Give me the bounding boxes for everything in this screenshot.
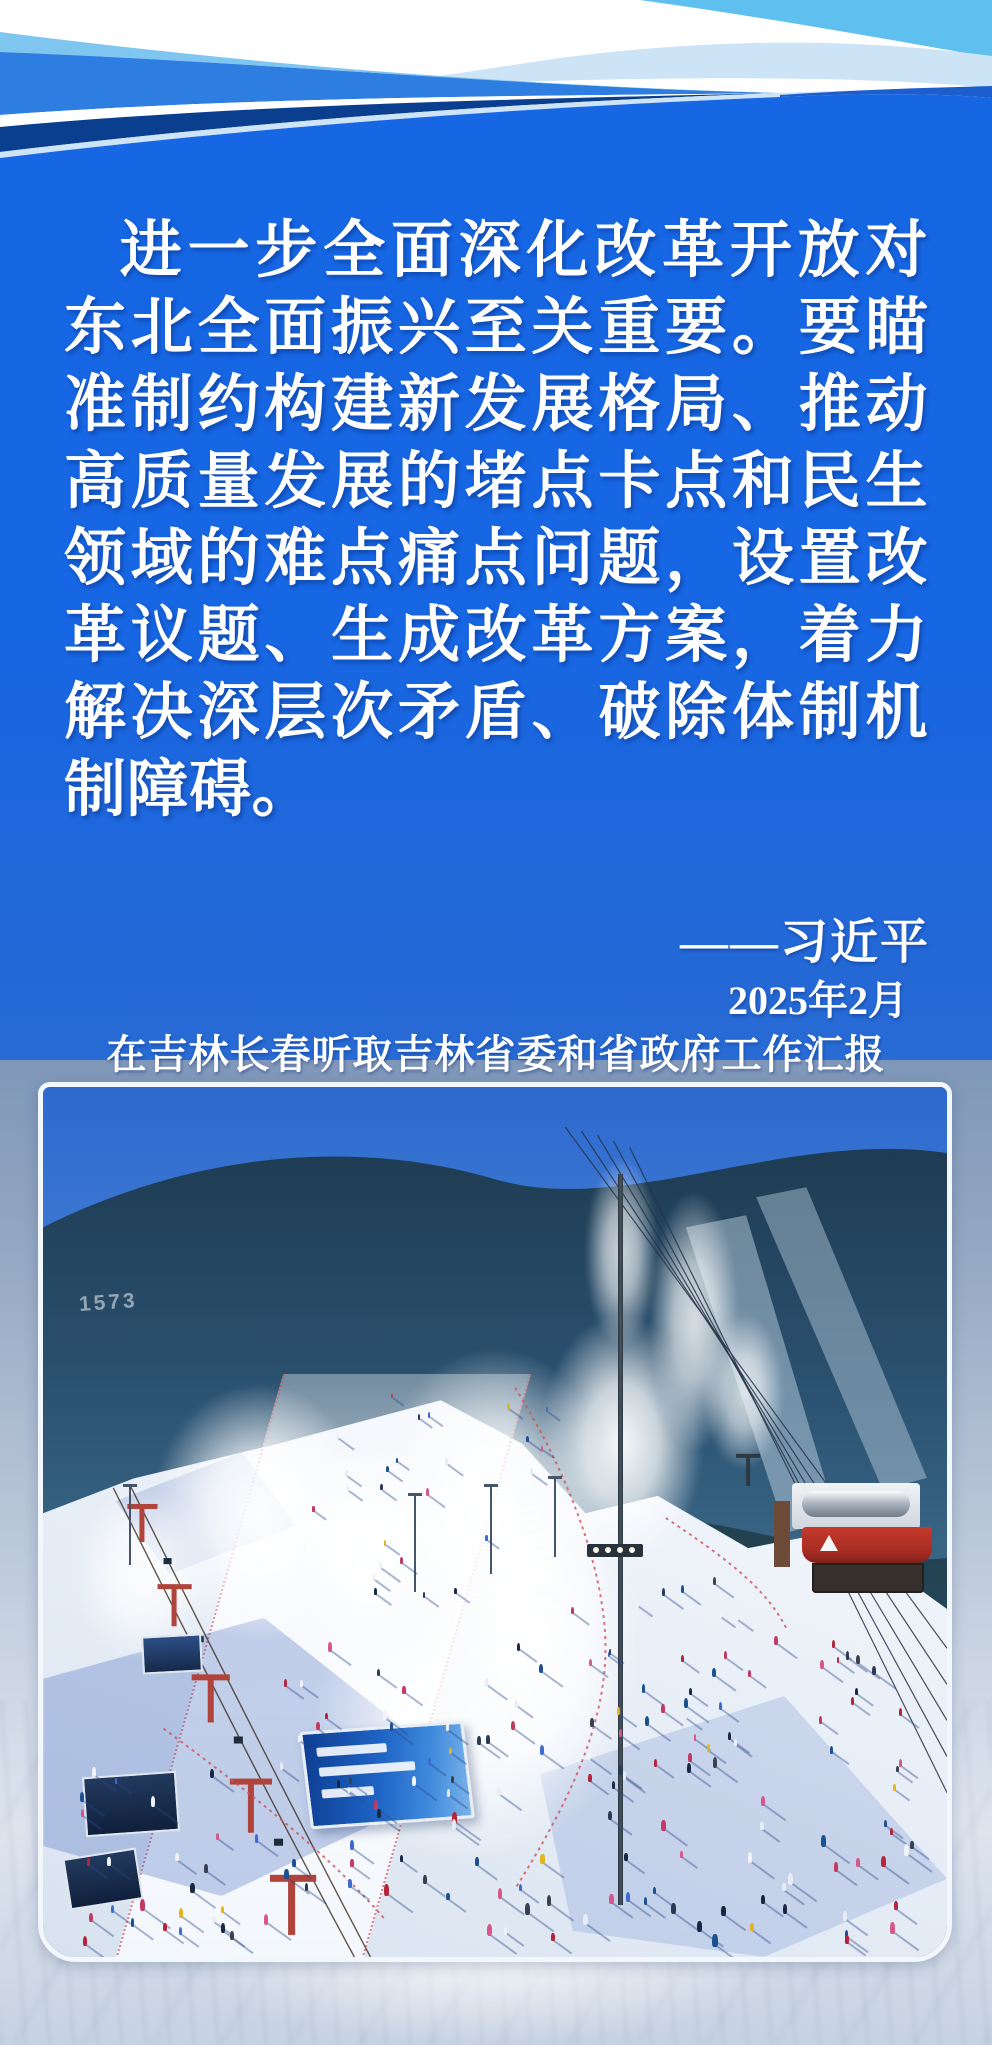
skier-dot — [377, 1809, 381, 1818]
header-wave-decoration — [0, 0, 992, 175]
skier-dot — [760, 1822, 763, 1830]
skier-dot — [837, 1657, 840, 1664]
attribution-date: 2025年2月 — [728, 978, 908, 1023]
skier-dot — [131, 1918, 135, 1927]
skier-dot — [697, 1921, 702, 1932]
skier-dot — [688, 1753, 692, 1762]
skier-dot — [379, 1561, 383, 1569]
skier-dot — [609, 1649, 611, 1655]
skier-dot — [661, 1704, 665, 1713]
skier-dot — [845, 1935, 848, 1943]
skier-dot — [546, 1407, 548, 1412]
skier-dot — [305, 1883, 309, 1892]
skier-dot — [511, 1721, 515, 1731]
skier-dot — [221, 1923, 225, 1933]
skier-dot — [446, 1723, 450, 1732]
skier-dot — [713, 1757, 717, 1767]
skier-dot — [680, 1851, 683, 1858]
skier-dot — [788, 1873, 793, 1885]
skier-dot — [210, 1769, 214, 1779]
skier-dot — [477, 1736, 481, 1745]
skier-dot — [412, 1776, 416, 1786]
skier-dot — [684, 1712, 687, 1719]
skier-dot — [654, 1759, 657, 1767]
skier-dot — [190, 1883, 194, 1893]
skier-dot — [348, 1879, 352, 1888]
skier-dot — [140, 1899, 145, 1911]
skier-dot — [396, 1458, 398, 1463]
skier-dot — [881, 1856, 886, 1867]
attribution-occasion: 在吉林长春听取吉林省委和省政府工作汇报 — [106, 1032, 886, 1077]
skier-dot — [618, 1765, 622, 1774]
skier-dot — [454, 1588, 457, 1594]
skier-dot — [380, 1484, 383, 1490]
skier-dot — [504, 1927, 507, 1935]
skier-dot — [820, 1660, 824, 1669]
skier-dot — [451, 1776, 454, 1783]
skier-dot — [447, 1789, 450, 1797]
skier-dot — [212, 1916, 215, 1923]
skier-dot — [712, 1934, 717, 1947]
skier-dot — [92, 1767, 96, 1777]
skier-dot — [612, 1781, 616, 1789]
skier-dot — [515, 1700, 518, 1707]
skier-dot — [325, 1713, 328, 1719]
skier-dot — [748, 1670, 751, 1677]
skier-dot — [689, 1688, 692, 1695]
skier-dot — [163, 1923, 166, 1931]
skier-dot — [400, 1557, 403, 1564]
skier-dot — [681, 1585, 684, 1593]
skier-dot — [452, 1819, 457, 1830]
skier-dot — [204, 1864, 208, 1872]
skier-dot — [712, 1668, 716, 1677]
skier-dot — [377, 1669, 380, 1677]
skier-dot — [856, 1655, 860, 1665]
skier-dot — [418, 1414, 420, 1419]
skier-dot — [624, 1853, 628, 1861]
skier-dot — [893, 1784, 896, 1790]
skier-dot — [617, 1707, 620, 1715]
skier-dot — [843, 1911, 847, 1921]
skier-dot — [619, 1729, 622, 1737]
skier-dot — [507, 1403, 510, 1409]
skier-dot — [851, 1697, 854, 1705]
skier-dot — [539, 1664, 543, 1674]
skier-dot — [485, 1535, 487, 1540]
skier-dot — [374, 1588, 377, 1595]
skier-dot — [662, 1588, 666, 1596]
skier-dot — [609, 1894, 613, 1904]
skier-dot — [547, 1895, 552, 1906]
skier-dot — [230, 1931, 234, 1940]
skier-dot — [383, 1710, 387, 1720]
skier-dot — [684, 1698, 688, 1708]
skier-dot — [899, 1759, 902, 1767]
skier-dot — [653, 1887, 656, 1895]
skier-dot — [221, 1906, 224, 1913]
skier-dot — [80, 1792, 84, 1802]
skier-dot — [750, 1923, 753, 1931]
skier-dot — [328, 1642, 332, 1651]
skier-dot — [890, 1922, 895, 1934]
skier-dot — [390, 1722, 394, 1731]
skier-dot — [694, 1734, 697, 1740]
skier-dot — [83, 1936, 87, 1946]
skier-dot — [821, 1835, 826, 1847]
skier-dot — [386, 1466, 389, 1472]
skier-dot — [830, 1746, 833, 1754]
skier-dot — [336, 1432, 339, 1439]
skier-dot — [349, 1777, 352, 1784]
skier-dot — [724, 1651, 727, 1659]
skier-dot — [588, 1774, 591, 1782]
attribution-author: ——习近平 — [679, 916, 930, 969]
skier-dot — [374, 1800, 378, 1809]
skier-dot — [846, 1651, 850, 1660]
skier-dot — [316, 1722, 320, 1731]
skier-dot — [519, 1884, 522, 1892]
skier-dot — [216, 1833, 219, 1840]
skier-dot — [428, 1758, 431, 1765]
skier-dot — [661, 1820, 665, 1831]
skier-dot — [832, 1640, 835, 1648]
skier-dot — [337, 1780, 340, 1788]
skier-dot — [589, 1659, 592, 1666]
skier-dot — [449, 1748, 452, 1755]
skier-dot — [728, 1732, 732, 1740]
skier-dot — [373, 1574, 376, 1581]
skier-dot — [292, 1859, 295, 1867]
skier-dot — [899, 1708, 902, 1716]
skier-dot — [540, 1854, 544, 1864]
skier-dot — [687, 1763, 691, 1773]
skier-dot — [783, 1904, 787, 1914]
skier-dot — [671, 1903, 676, 1914]
skier-dot — [384, 1540, 387, 1546]
skier-dot — [179, 1908, 183, 1918]
skier-dot — [734, 1739, 737, 1746]
skier-dot — [761, 1796, 765, 1806]
skier-dot — [884, 1820, 887, 1827]
skier-dot — [525, 1903, 530, 1915]
skier-dot — [590, 1718, 594, 1727]
skier-dot — [540, 1745, 544, 1755]
skier-dot — [345, 1470, 348, 1476]
skier-dot — [736, 1614, 739, 1621]
skier-dot — [774, 1636, 778, 1645]
skier-dot — [426, 1488, 429, 1496]
skier-dot — [498, 1888, 503, 1899]
skier-dot — [636, 1601, 639, 1608]
skier-dot — [445, 1458, 448, 1465]
skier-dot — [87, 1858, 91, 1867]
photo-art — [43, 1087, 947, 1957]
skier-dot — [475, 1857, 479, 1866]
skier-dot — [81, 1809, 84, 1817]
skier-dot — [402, 1686, 405, 1694]
skier-dot — [384, 1884, 389, 1896]
skier-dot — [608, 1811, 612, 1820]
skier-dot — [910, 1841, 913, 1848]
skier-dot — [644, 1897, 648, 1906]
skier-dot — [497, 1787, 501, 1797]
skier-dot — [645, 1716, 649, 1726]
skier-dot — [446, 1893, 449, 1901]
skier-dot — [894, 1901, 898, 1910]
skier-dot — [721, 1906, 725, 1916]
skier-dot — [526, 1436, 529, 1443]
skier-dot — [719, 1612, 722, 1619]
skier-dot — [284, 1679, 287, 1687]
slope-watermark: 1573 — [78, 1289, 139, 1317]
skier-dot — [423, 1875, 427, 1884]
skier-dot — [571, 1607, 574, 1614]
skier-dot — [530, 1468, 533, 1475]
skier-dot — [748, 1852, 753, 1863]
skier-dot — [904, 1844, 909, 1856]
skier-dot — [151, 1796, 156, 1807]
skier-dot — [350, 1840, 354, 1850]
skier-dot — [587, 1750, 591, 1760]
skier-dot — [681, 1655, 684, 1662]
skier-dot — [541, 1446, 543, 1451]
skier-dot — [179, 1927, 182, 1935]
skier-dot — [428, 1412, 430, 1418]
skier-dot — [264, 1914, 269, 1925]
ski-resort-photo — [38, 1082, 952, 1962]
skier-dot — [347, 1486, 350, 1492]
skier-dot — [300, 1680, 303, 1687]
skier-dot — [487, 1924, 492, 1936]
skier-dot — [280, 1762, 283, 1769]
skier-dot — [284, 1869, 288, 1879]
skier-dot — [642, 1684, 646, 1693]
skier-dot — [107, 1857, 111, 1866]
skier-dot — [551, 1933, 554, 1941]
skier-dot — [298, 1735, 301, 1742]
skier-dot — [391, 1394, 393, 1398]
quote-text: 进一步全面深化改革开放对东北全面振兴至关重要。要瞄准制约构建新发展格局、推动高质量发展的堵点卡点和民生领域的难点痛点问题，设置改革议题、生成改革方案，着力解决深层次矛盾、破除体制机制障碍。 — [64, 217, 928, 824]
skier-dot — [485, 1678, 489, 1687]
skier-dot — [111, 1905, 114, 1913]
skier-dot — [115, 1778, 118, 1784]
skier-dot — [400, 1855, 403, 1862]
skier-dot — [856, 1858, 860, 1867]
skier-dot — [486, 1735, 490, 1744]
skier-dot — [819, 1716, 822, 1724]
skier-dot — [517, 1643, 520, 1651]
skier-dot — [89, 1913, 93, 1923]
skier-crowd — [43, 1087, 947, 1957]
skier-dot — [583, 1914, 588, 1925]
skier-dot — [896, 1766, 899, 1772]
skier-dot — [834, 1862, 838, 1871]
skier-dot — [175, 1853, 179, 1861]
skier-dot — [312, 1506, 314, 1511]
skier-dot — [623, 1771, 627, 1780]
skier-dot — [855, 1688, 858, 1695]
skier-dot — [782, 1883, 786, 1892]
skier-dot — [761, 1895, 765, 1904]
skier-dot — [423, 1592, 425, 1598]
skier-dot — [350, 1859, 353, 1867]
skier-dot — [719, 1702, 722, 1710]
skier-dot — [872, 1666, 876, 1676]
skier-dot — [255, 1834, 259, 1843]
skier-dot — [713, 1577, 716, 1585]
skier-dot — [626, 1892, 630, 1902]
